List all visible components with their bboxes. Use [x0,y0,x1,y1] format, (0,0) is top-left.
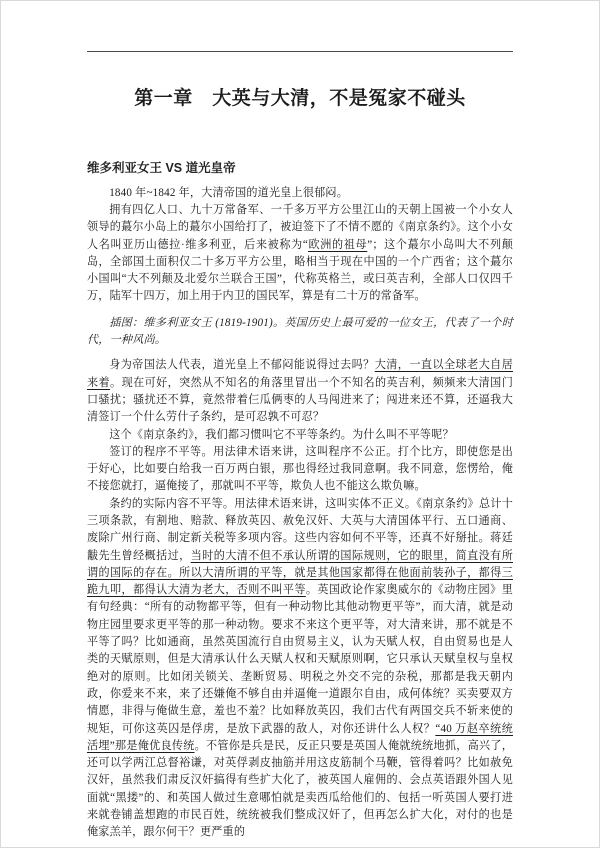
text-run: 。现在可好，突然从不知名的角落里冒出一个不知名的英吉利，频频来大清国门口骚扰；骚扰还不算，竟然带着仨瓜俩枣的人马闯进来了；闯进来还不算，还逼我大清签订一个什么劳什子条约，是可忍孰不可忍？ [87,376,513,424]
text-run: 身为帝国法人代表，道光皇上不郁闷能说得过去吗？ [109,359,375,372]
body-paragraph [87,496,513,842]
section-heading: 维多利亚女王 VS 道光皇帝 [87,160,236,175]
text-run: 签订的程序不平等。用法律术语来讲，这叫程序不公正。打个比方，即使您是出于好心，比如要白给我一百万两白银，那也得经过我同意啊。我不同意，您愣给，俺不接您就打，逼俺接了，那就叫不平等，欺负人也不能这么欺负嘛。 [87,445,513,493]
underlined-text-run: “40 万赵卒统统活埋”那是俺优良传统 [87,722,513,752]
body-paragraph [87,444,513,496]
text-run: 条约的实际内容不平等。用法律术语来讲，这叫实体不正义。《南京条约》总计十三项条款，有割地、赔款、释放英囚、赦免汉奸、大英与大清国体平行、五口通商、废除广州行商、制定新关税等多项内容。这些内容如何不平等，还真不好掰扯。蒋廷黻先生曾经概括过， [87,497,513,562]
body-paragraph [87,357,513,426]
text-run: 插图：维多利亚女王 (1819-1901)。英国历史上最可爱的一位女王，代表了一个时代，一种风尚。 [87,316,513,347]
text-run: 。不管你是兵是民，反正只要是英国人俺就统统地抓，高兴了，还可以学两江总督裕谦，对英俘剥皮抽筋并用这皮筋制个马鞭，管得着吗？比如赦免汉奸，虽然我们肃反汉奸搞得有些扩大化了，被英国人雇佣的、会点英语跟外国人见面就“黑搂”的、和英国人做过生意哪怕就是卖西瓜给他们的、包括一听英国人要打进来就卷铺盖想跑的市民百姓，统统被我们整成汉奸了，但再怎么扩大化，对付的也是俺家羔羊，跟尔何干？更严重的 [87,739,513,839]
body-paragraph [87,202,513,306]
header-rule [87,51,513,52]
underlined-text-run: 欧洲的祖母 [308,238,368,251]
figure-caption [87,315,513,350]
text-run: ”；这个蕞尔小岛叫大不列颠岛，全部国土面积仅二十多万平方公里，略相当于现在中国的一个广西省；这个蕞尔小国叫“大不列颠及北爱尔兰联合王国”，代称英格兰，或曰英吉利，全部人口仅四千万，陆军十四万，加上用于内卫的国民军，算是有二十万的常备军。 [87,238,513,303]
paragraphs [87,185,513,842]
underlined-text-run: 大清，一直以全球老大自居来着 [87,359,514,389]
page-content [87,51,513,842]
chapter-title: 第一章 大英与大清，不是冤家不碰头 [134,88,466,109]
text-run: 这个《南京条约》，我们都习惯叫它不平等条约。为什么叫不平等呢？ [109,428,454,441]
text-run: 。英国政论作家奥威尔的《动物庄园》里有句经典：“所有的动物都平等，但有一种动物比其他动物更平等”，而大清，就是动物庄园里要求更平等的那一种动物。要求不来这个更平等，对大清来讲，那不就是不平等了吗？比如通商，虽然英国流行自由贸易主义，认为天赋人权，自由贸易也是人类的天赋原则，但是大清承认什么天赋人权和天赋原则啊，它只承认天赋皇权与皇权绝对的原则。比如闭关锁关、垄断贸易、明税之外交不完的杂税，那都是我天朝内政，你爱来不来，来了还嫌俺不够自由并逼俺一道跟尔自由，成何体统？买卖要双方情愿，非得与俺做生意，羞也不羞？比如释放英囚，我们古代有两国交兵不斩来使的规矩，可你这英囚是俘虏，是放下武器的敌人，对你还讲什么人权？ [87,584,513,735]
underlined-text-run: 当时的大清不但不承认所谓的国际规则，它的眼里，简直没有所谓的国际的存在。所以大清所谓的平等，就是其他国家都得在他面前装孙子，都得三跪九叩，都得认大清为老大，否则不叫平等 [87,549,513,597]
body-paragraph [87,427,513,444]
body-paragraph [87,185,513,202]
text-run: 1840 年~1842 年，大清帝国的道光皇上很郁闷。 [109,186,349,199]
text-run: 拥有四亿人口、九十万常备军、一千多万平方公里江山的天朝上国被一个小女人领导的蕞尔小岛上的蕞尔小国给打了，被迫签下了不情不愿的《南京条约》。这个小女人名叫亚历山德拉·维多利亚，后来被称为“ [87,203,513,251]
